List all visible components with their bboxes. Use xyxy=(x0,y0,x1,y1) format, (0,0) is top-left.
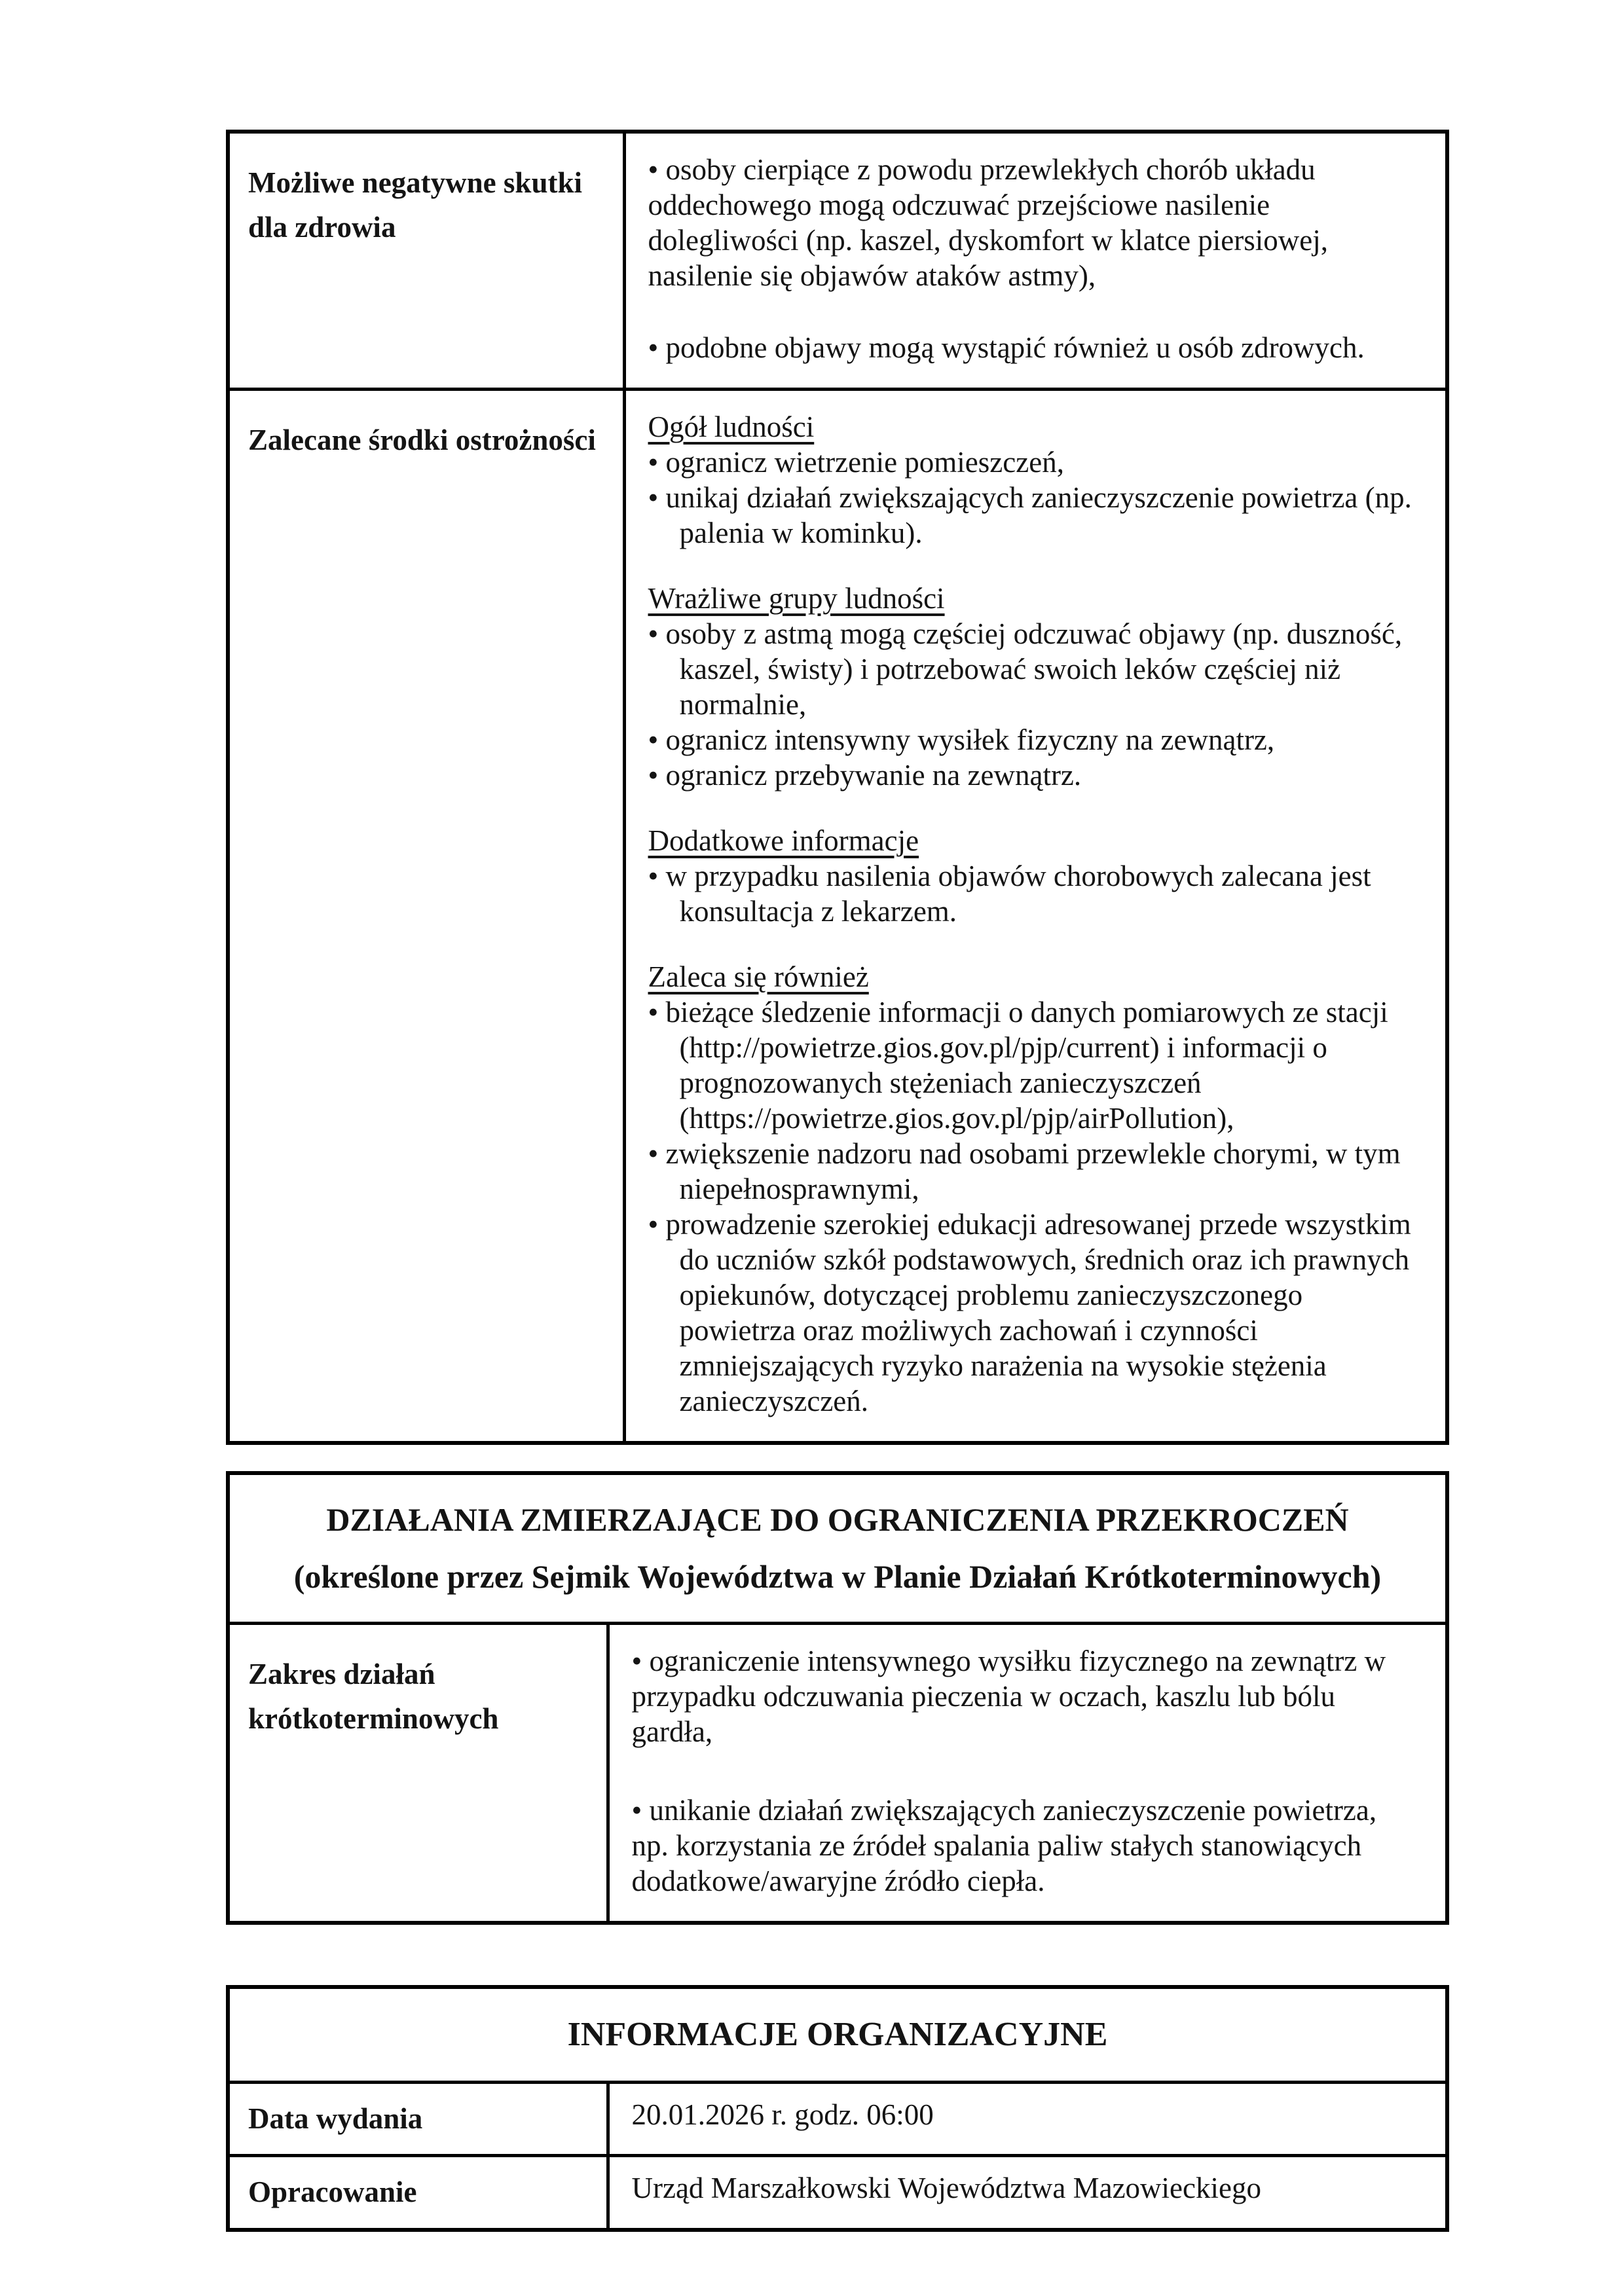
list-item: • ogranicz intensywny wysiłek fizyczny na zewnątrz, xyxy=(648,722,1418,757)
precautions-label: Zalecane środki ostrożności xyxy=(248,424,596,456)
exceedance-actions-header-cell xyxy=(228,1473,1447,1624)
list-item: • ogranicz przebywanie na zewnątrz. xyxy=(648,757,1418,793)
list-item: • osoby z astmą mogą częściej odczuwać objawy (np. duszność, kaszel, świsty) i potrzebować swoich leków częściej niż normalnie, xyxy=(648,616,1418,722)
list-item: • ograniczenie intensywnego wysiłku fizycznego na zewnątrz w przypadku odczuwania pieczenia w oczach, kaszlu lub bólu gardła, xyxy=(632,1643,1418,1749)
issue-date-value: 20.01.2026 r. godz. 06:00 xyxy=(631,2098,934,2131)
short-term-actions-label-cell xyxy=(228,1624,608,1923)
list-item: • osoby cierpiące z powodu przewlekłych chorób układu oddechowego mogą odczuwać przejściowe nasilenie dolegliwości (np. kaszel, dyskomfort w klatce piersiowej, nasilenie się objawów ataków astmy), xyxy=(648,152,1418,293)
section-heading: Wrażliwe grupy ludności xyxy=(648,582,945,615)
table-row xyxy=(228,2082,1447,2156)
table-row xyxy=(228,390,1447,1444)
document-content xyxy=(226,130,1449,2232)
section-additional-info xyxy=(648,823,1418,929)
section-list xyxy=(648,445,1418,551)
precautions-label-cell xyxy=(228,390,624,1444)
health-effects-label: Możliwe negatywne skutki dla zdrowia xyxy=(248,166,582,244)
exceedance-actions-table xyxy=(226,1471,1449,1925)
table-title: INFORMACJE ORGANIZACYJNE xyxy=(567,2016,1108,2053)
section-also-recommended xyxy=(648,959,1418,1419)
section-heading: Zaleca się również xyxy=(648,960,869,993)
issue-date-label-cell xyxy=(228,2082,608,2156)
organisational-info-header-cell xyxy=(228,1987,1447,2082)
section-heading: Dodatkowe informacje xyxy=(648,824,919,857)
prepared-by-label: Opracowanie xyxy=(248,2176,417,2209)
section-general-population xyxy=(648,409,1418,551)
table-row xyxy=(228,132,1447,390)
section-list xyxy=(648,616,1418,793)
table-row xyxy=(228,2156,1447,2230)
short-term-actions-label: Zakres działań krótkoterminowych xyxy=(248,1658,499,1735)
prepared-by-value: Urząd Marszałkowski Województwa Mazowieckiego xyxy=(631,2172,1261,2205)
section-list xyxy=(648,994,1418,1419)
section-heading: Ogół ludności xyxy=(648,410,815,443)
issue-date-label: Data wydania xyxy=(248,2102,423,2135)
list-item: • unikanie działań zwiększających zanieczyszczenie powietrza, np. korzystania ze źródeł spalania paliw stałych stanowiących dodatkowe/awaryjne źródło ciepła. xyxy=(632,1793,1418,1899)
list-item: • w przypadku nasilenia objawów chorobowych zalecana jest konsultacja z lekarzem. xyxy=(648,858,1418,929)
issue-date-value-cell xyxy=(608,2082,1447,2156)
table-header-row xyxy=(228,1473,1447,1624)
list-item: • ogranicz wietrzenie pomieszczeń, xyxy=(648,445,1418,480)
list-item: • unikaj działań zwiększających zanieczyszczenie powietrza (np. palenia w kominku). xyxy=(648,480,1418,551)
health-effects-content-cell xyxy=(624,132,1447,390)
table-title-line1: DZIAŁANIA ZMIERZAJĄCE DO OGRANICZENIA PRZEKROCZEŃ xyxy=(326,1501,1349,1538)
table-row xyxy=(228,1624,1447,1923)
list-item: • bieżące śledzenie informacji o danych pomiarowych ze stacji (http://powietrze.gios.gov.pl/pjp/current) i informacji o prognozowanych stężeniach zanieczyszczeń (https://powietrze.gios.gov.pl/pjp/airPollution), xyxy=(648,994,1418,1136)
organisational-info-table xyxy=(226,1985,1449,2232)
precautions-content-cell xyxy=(624,390,1447,1444)
short-term-actions-list xyxy=(632,1643,1418,1899)
section-list xyxy=(648,858,1418,929)
prepared-by-value-cell xyxy=(608,2156,1447,2230)
list-item: • podobne objawy mogą wystąpić również u osób zdrowych. xyxy=(648,330,1418,365)
short-term-actions-content-cell xyxy=(608,1624,1447,1923)
list-item: • zwiększenie nadzoru nad osobami przewlekle chorymi, w tym niepełnosprawnymi, xyxy=(648,1136,1418,1207)
health-effects-list xyxy=(648,152,1418,365)
list-item: • prowadzenie szerokiej edukacji adresowanej przede wszystkim do uczniów szkół podstawowych, średnich oraz ich prawnych opiekunów, dotyczącej problemu zanieczyszczonego powietrza oraz możliwych zachowań i czynności zmniejszających ryzyko narażenia na wysokie stężenia zanieczyszczeń. xyxy=(648,1207,1418,1419)
table-title-line2: (określone przez Sejmik Województwa w Planie Działań Krótkoterminowych) xyxy=(293,1558,1382,1595)
health-effects-precautions-table xyxy=(226,130,1449,1445)
health-effects-label-cell xyxy=(228,132,624,390)
table-header-row xyxy=(228,1987,1447,2082)
section-sensitive-groups xyxy=(648,581,1418,793)
prepared-by-label-cell xyxy=(228,2156,608,2230)
